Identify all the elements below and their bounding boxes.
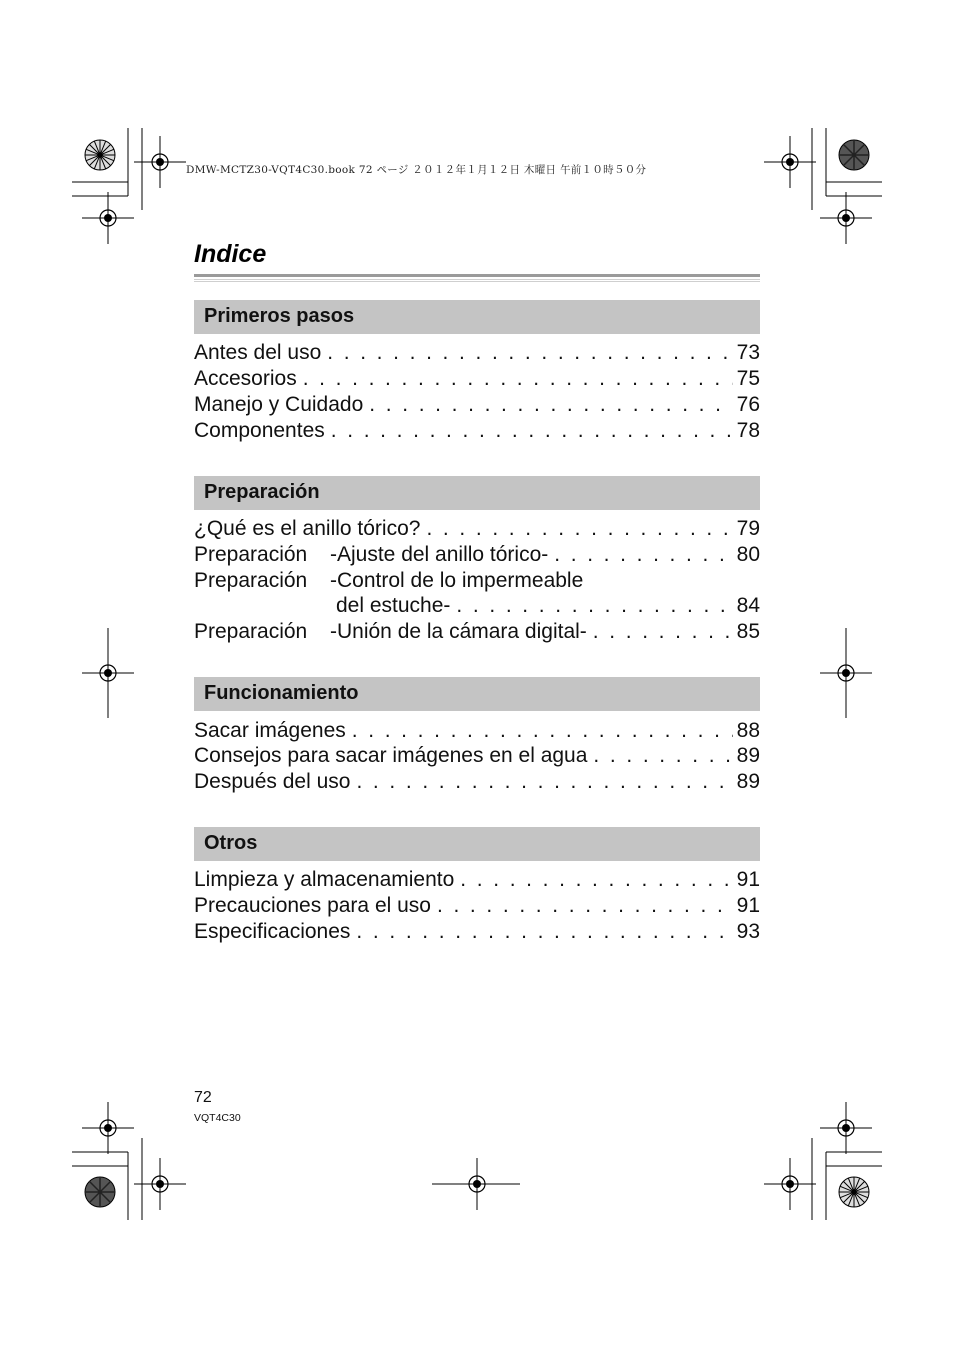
toc-entry-title: Sacar imágenes <box>194 719 346 742</box>
dot-leader <box>331 419 733 443</box>
print-slug-header: DMW-MCTZ30-VQT4C30.book 72 ページ ２０１２年１月１２日 木曜日 午前１０時５０分 <box>186 164 647 176</box>
toc-entry-prefix: Preparación <box>194 569 308 592</box>
toc-entry-page: 89 <box>736 744 760 767</box>
section-heading-preparacion <box>194 476 760 510</box>
toc-entry[interactable] <box>194 894 760 919</box>
dot-leader <box>593 744 732 768</box>
toc-entry-title: Consejos para sacar imágenes en el agua <box>194 744 588 767</box>
dot-leader <box>426 517 732 541</box>
toc-entry[interactable] <box>194 393 760 418</box>
toc-entry-prefix: Preparación <box>194 620 308 643</box>
section-heading-label: Funcionamiento <box>204 682 359 704</box>
toc-entry-title: -Unión de la cámara digital- <box>330 620 587 643</box>
toc-entry[interactable] <box>194 719 760 744</box>
toc-entry-title: Manejo y Cuidado <box>194 393 364 416</box>
toc-entry-title: Componentes <box>194 419 325 442</box>
toc-entry-page: 84 <box>736 594 760 617</box>
toc-entry-page: 91 <box>736 894 760 917</box>
section-heading-label: Preparación <box>204 481 320 503</box>
section-heading-otros <box>194 827 760 861</box>
toc-entry-page: 79 <box>736 517 760 540</box>
dot-leader <box>352 719 733 743</box>
toc-entry-page: 73 <box>736 341 760 364</box>
toc-entry-title: -Ajuste del anillo tórico- <box>330 543 549 566</box>
dot-leader <box>456 594 732 618</box>
toc-entry-page: 76 <box>736 393 760 416</box>
toc-entry[interactable] <box>194 341 760 366</box>
dot-leader <box>437 894 733 918</box>
toc-entry[interactable] <box>194 920 760 945</box>
toc-entry[interactable] <box>194 367 760 392</box>
toc-entry[interactable] <box>194 569 760 594</box>
toc-entry-page: 88 <box>736 719 760 742</box>
dot-leader <box>554 543 732 567</box>
toc-entry-title: Precauciones para el uso <box>194 894 431 917</box>
toc-entry-page: 85 <box>736 620 760 643</box>
toc-entry-title: Antes del uso <box>194 341 322 364</box>
dot-leader <box>327 341 732 365</box>
page-number: 72 <box>194 1089 212 1106</box>
title-underline <box>194 274 760 282</box>
dot-leader <box>303 367 733 391</box>
toc-entry-title: Especificaciones <box>194 920 351 943</box>
page-title: Indice <box>194 240 267 268</box>
toc-entry[interactable] <box>194 419 760 444</box>
toc-entry-title: Limpieza y almacenamiento <box>194 868 455 891</box>
toc-entry-page: 91 <box>736 868 760 891</box>
toc-entry[interactable] <box>194 770 760 795</box>
model-code: VQT4C30 <box>194 1112 241 1124</box>
section-heading-primeros-pasos <box>194 300 760 334</box>
toc-entry[interactable] <box>194 517 760 542</box>
toc-entry-prefix: Preparación <box>194 543 308 566</box>
toc-entry[interactable] <box>194 744 760 769</box>
toc-entry-title: Después del uso <box>194 770 351 793</box>
dot-leader <box>356 920 732 944</box>
toc-entry-title-continued: del estuche- <box>336 594 451 617</box>
toc-entry-title: Accesorios <box>194 367 297 390</box>
toc-entry[interactable] <box>194 543 760 568</box>
toc-entry-page: 80 <box>736 543 760 566</box>
toc-entry-continuation[interactable] <box>194 594 760 619</box>
toc-entry-page: 78 <box>736 419 760 442</box>
dot-leader <box>356 770 732 794</box>
toc-entry[interactable] <box>194 620 760 645</box>
toc-entry[interactable] <box>194 868 760 893</box>
toc-entry-title: ¿Qué es el anillo tórico? <box>194 517 421 540</box>
toc-entry-page: 89 <box>736 770 760 793</box>
toc-entry-page: 75 <box>736 367 760 390</box>
section-heading-label: Primeros pasos <box>204 305 355 327</box>
toc-entry-title: -Control de lo impermeable <box>330 569 584 592</box>
toc-entry-page: 93 <box>736 920 760 943</box>
dot-leader <box>369 393 732 417</box>
section-heading-funcionamiento <box>194 677 760 711</box>
dot-leader <box>593 620 733 644</box>
section-heading-label: Otros <box>204 832 258 854</box>
dot-leader <box>460 868 732 892</box>
